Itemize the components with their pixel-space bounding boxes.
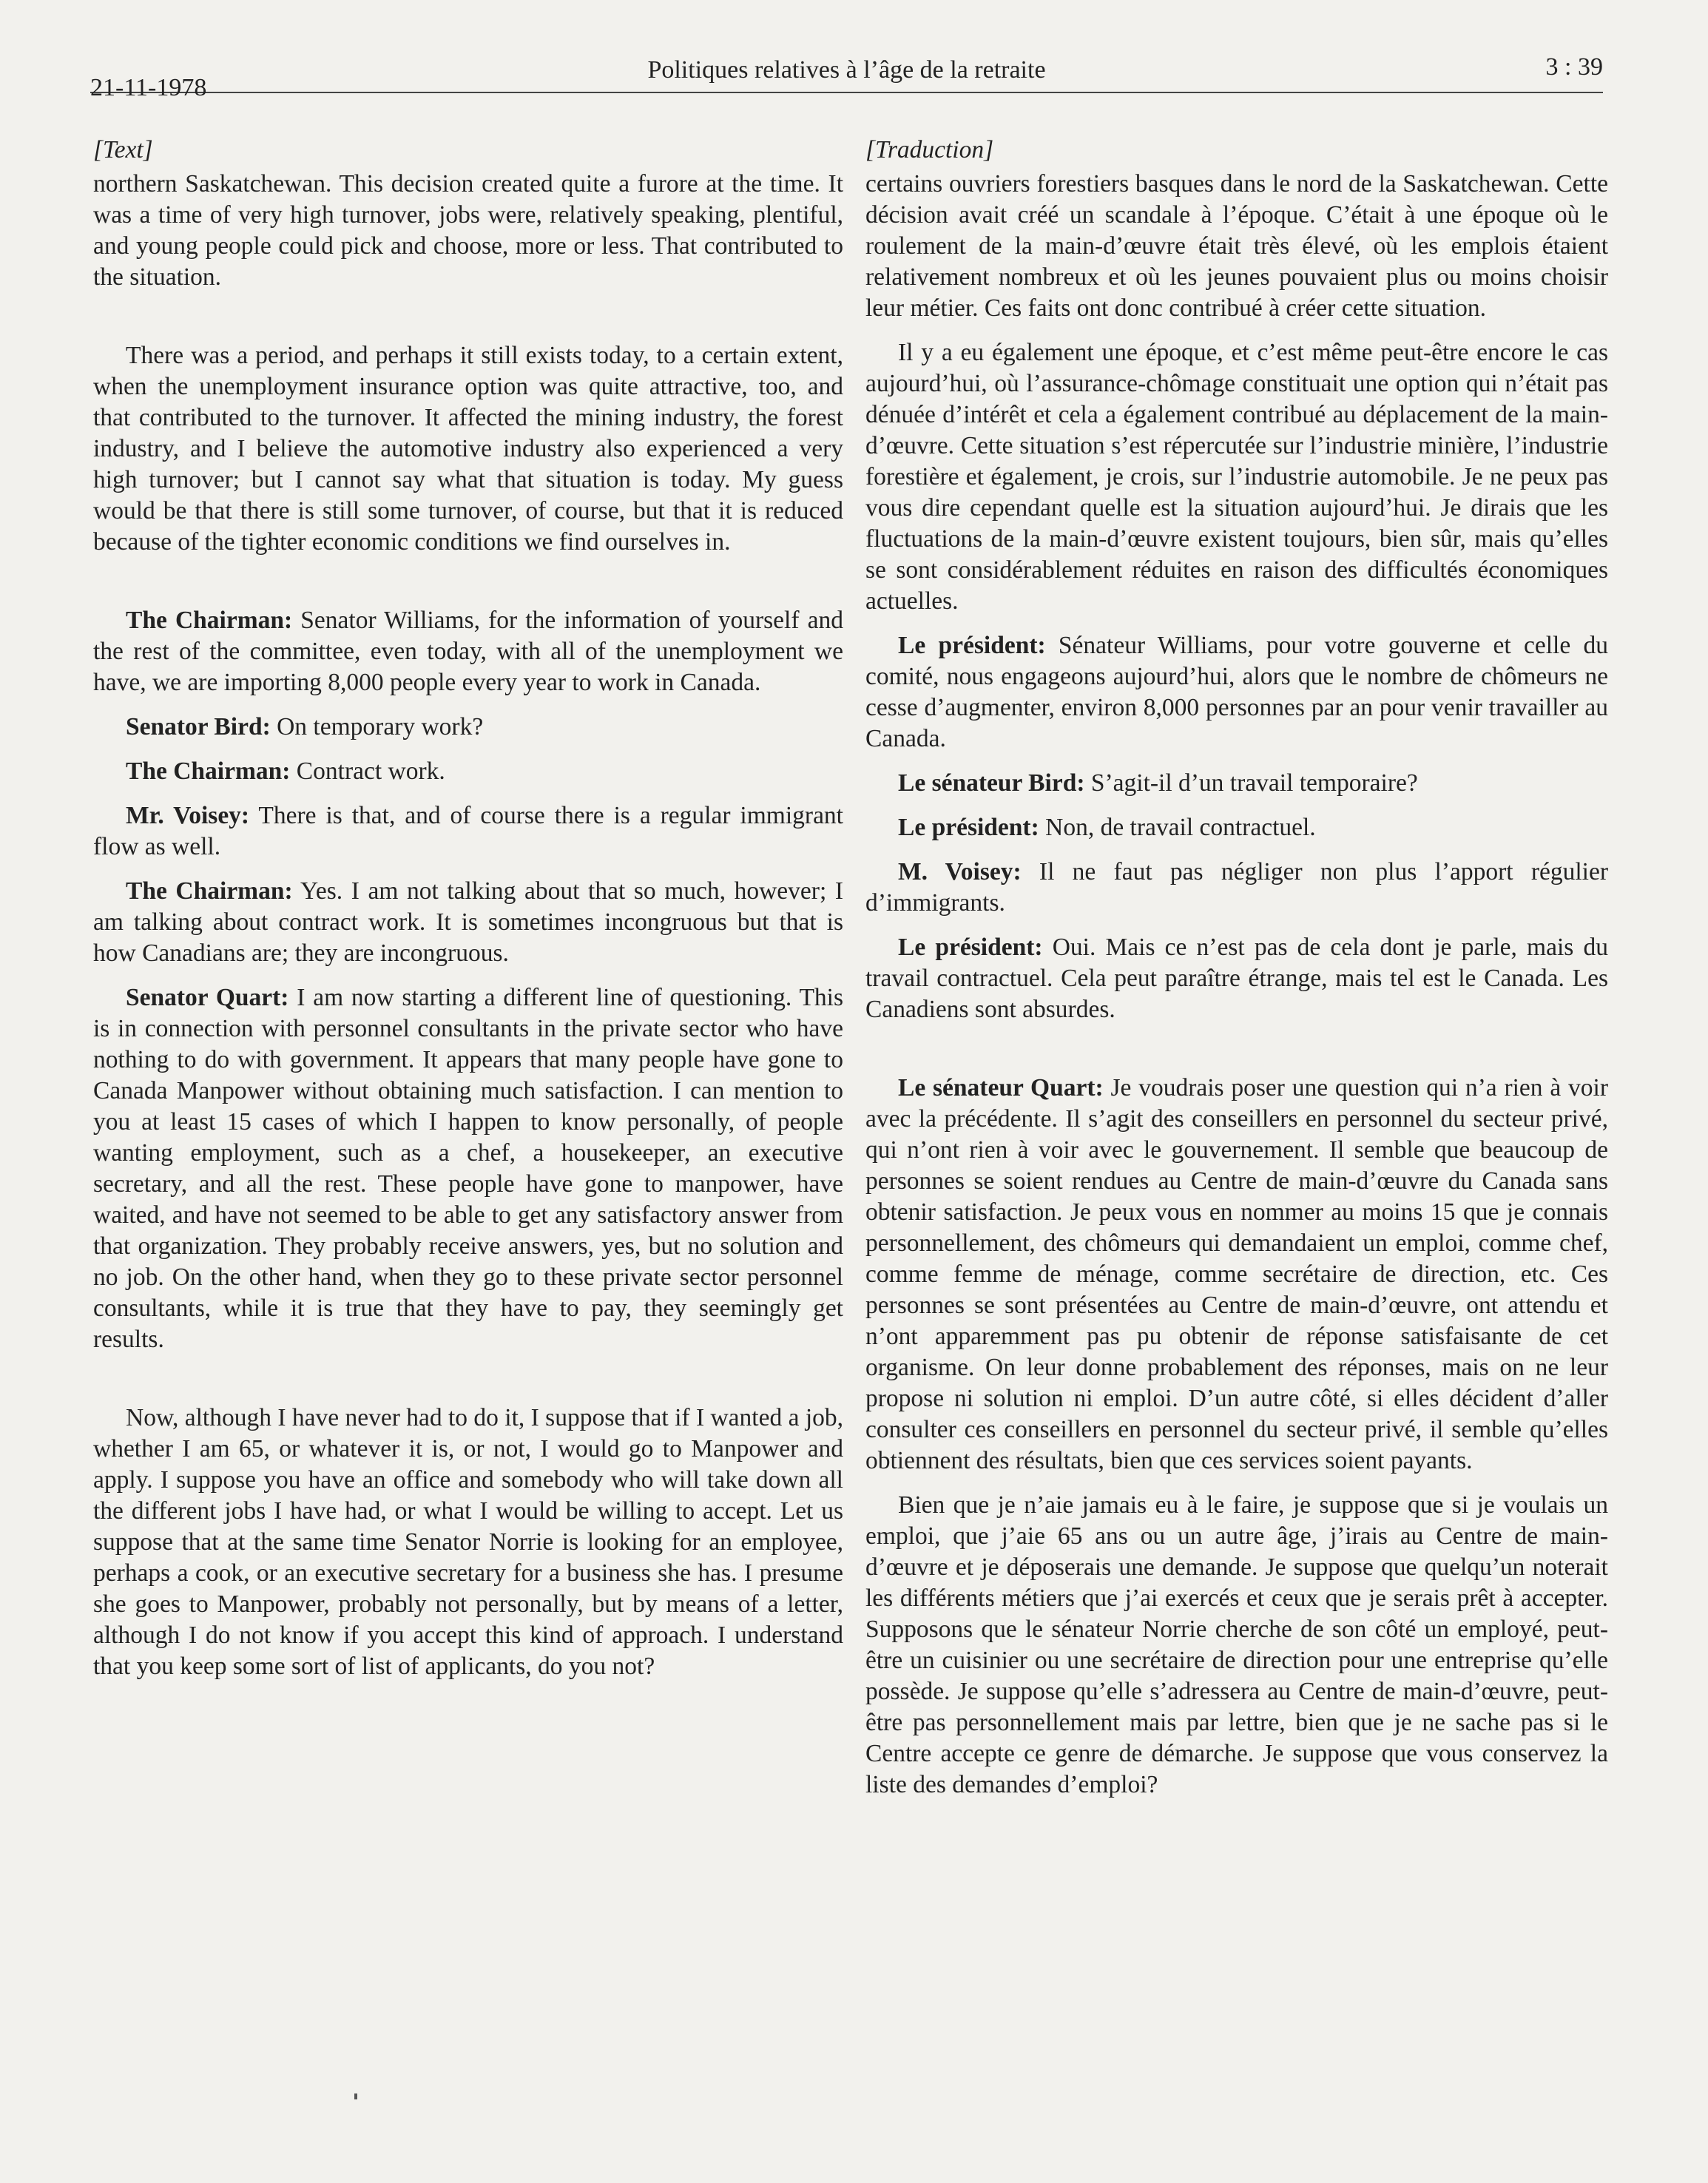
english-column xyxy=(93,135,843,1696)
speech-text: Je voudrais poser une question qui n’a rien à voir avec la précédente. Il s’agit des conseillers en personnel du secteur privé, qui n’ont rien à voir avec le gouvernement. Il semble que beaucoup de personnes se soient rendues au Centre de main-d’œuvre du Canada sans obtenir satisfaction. Je peux vous en nommer au moins 15 que je connais personnellement, des chômeurs qui demandaient un emploi, comme chef, comme femme de ménage, comme secrétaire de direction, etc. Ces personnes se sont présentées au Centre de main-d’œuvre, ont attendu et n’ont apparemment pas pu obtenir de réponse satisfaisante de cet organisme. On leur donne probablement des réponses, mais on ne leur propose ni solution ni emploi. D’un autre côté, si elles décident d’aller consulter ces conseillers en personnel du secteur privé, il semble qu’elles obtiennent des résultats, bien que ces services soient payants. xyxy=(865,1074,1608,1474)
header-page-number: 3 : 39 xyxy=(1545,53,1603,81)
paragraph: northern Saskatchewan. This decision created quite a furore at the time. It was a time of very high turnover, jobs were, relatively speaking, plentiful, and young people could pick and choose, more or less. That contributed to the situation. xyxy=(93,170,843,291)
speech-paragraph xyxy=(93,605,843,698)
speaker-name: Le président: xyxy=(898,934,1043,961)
speaker-name: Le sénateur Bird: xyxy=(898,769,1085,797)
header-title: Politiques relatives à l’âge de la retraite xyxy=(647,56,1046,84)
speech-paragraph xyxy=(93,800,843,863)
speech-text: There is that, and of course there is a regular immigrant flow as well. xyxy=(93,802,843,860)
ink-speck xyxy=(354,2093,357,2099)
speech-text: On temporary work? xyxy=(270,713,484,740)
speaker-name: M. Voisey: xyxy=(898,858,1022,885)
speaker-name: Le président: xyxy=(898,814,1039,841)
speech-text: Contract work. xyxy=(290,758,445,785)
speech-text: Sénateur Williams, pour votre gouverne et celle du comité, nous engageons aujourd’hui, alors que le nombre de chômeurs ne cesse d’augmenter, environ 8,000 personnes par an pour venir travailler au Canada. xyxy=(865,632,1608,752)
speech-paragraph xyxy=(93,982,843,1355)
speaker-name: Mr. Voisey: xyxy=(126,802,250,829)
speaker-name: Le sénateur Quart: xyxy=(898,1074,1104,1101)
header-date: 21-11-1978 xyxy=(90,74,207,101)
paragraph: Bien que je n’aie jamais eu à le faire, je suppose que si je voulais un emploi, que j’aie 65 ans ou un autre âge, j’irais au Centre de main-d’œuvre et je déposerais une demande. Je suppose que quelqu’un noterait les différents métiers que j’ai exercés et ceux que je serais prêt à accepter. Supposons que le sénateur Norrie cherche de son côté un employé, peut-être un cuisinier ou une secrétaire de direction pour une entreprise qu’elle possède. Je suppose qu’elle s’adressera au Centre de main-d’œuvre, peut-être pas personnellement mais par lettre, bien que je ne sache pas si le Centre accepte ce genre de démarche. Je suppose que vous conservez la liste des demandes d’emploi? xyxy=(865,1491,1608,1798)
french-column xyxy=(865,135,1608,1814)
paragraph: Now, although I have never had to do it, I suppose that if I wanted a job, whether I am 65, or whatever it is, or not, I would go to Manpower and apply. I suppose you have an office and somebody who will take down all the different jobs I have had, or what I would be willing to accept. Let us suppose that at the same time Senator Norrie is looking for an employee, perhaps a cook, or an executive secretary for a business she has. I presume she goes to Manpower, probably not personally, but by means of a letter, although I do not know if you accept this kind of approach. I understand that you keep some sort of list of applicants, do you not? xyxy=(93,1404,844,1680)
speech-text: S’agit-il d’un travail temporaire? xyxy=(1084,769,1418,797)
speech-paragraph xyxy=(93,756,843,787)
speaker-name: The Chairman: xyxy=(126,607,293,634)
paragraph: Il y a eu également une époque, et c’est même peut-être encore le cas aujourd’hui, où l’assurance-chômage constituait une option qui n’était pas dénuée d’intérêt et cela a également contribué au déplacement de la main-d’œuvre. Cette situation s’est répercutée sur l’industrie minière, l’industrie forestière et également, je crois, sur l’industrie automobile. Je ne peux pas vous dire cependant quelle est la situation aujourd’hui. Je dirais que les fluctuations de la main-d’œuvre existent toujours, bien sûr, mais qu’elles se sont considérablement réduites en raison des difficultés économiques actuelles. xyxy=(865,339,1608,615)
speech-paragraph xyxy=(865,630,1608,755)
speech-paragraph xyxy=(93,876,843,969)
speech-paragraph xyxy=(865,857,1608,919)
speech-text: Senator Williams, for the information of yourself and the rest of the committee, even today, with all of the unemployment we have, we are importing 8,000 people every year to work in Canada. xyxy=(93,607,843,696)
speech-text: Yes. I am not talking about that so much, however; I am talking about contract work. It is sometimes incongruous but that is how Canadians are; they are incongruous. xyxy=(93,877,843,967)
speech-paragraph xyxy=(865,932,1608,1025)
speaker-name: Senator Quart: xyxy=(126,984,289,1011)
speech-text: Il ne faut pas négliger non plus l’apport régulier d’immigrants. xyxy=(865,858,1608,917)
speech-paragraph xyxy=(93,712,843,743)
page-header xyxy=(90,53,1603,101)
paragraph: There was a period, and perhaps it still exists today, to a certain extent, when the unemployment insurance option was quite attractive, too, and that contributed to the turnover. It affected the mining industry, the forest industry, and I believe the automotive industry also experienced a very high turnover; but I cannot say what that situation is today. My guess would be that there is still some turnover, of course, but that it is reduced because of the tighter economic conditions we find ourselves in. xyxy=(93,342,843,556)
paragraph: certains ouvriers forestiers basques dans le nord de la Saskatchewan. Cette décision avait créé un scandale à l’époque. C’était à une époque où le roulement de la main-d’œuvre était très élevé, où les emplois étaient relativement nombreux et où les jeunes pouvaient plus ou moins choisir leur métier. Ces faits ont donc contribué à créer cette situation. xyxy=(865,170,1608,322)
language-tag: [Traduction] xyxy=(865,136,994,163)
speech-paragraph xyxy=(865,812,1608,843)
speech-paragraph xyxy=(865,1073,1608,1477)
speaker-name: The Chairman: xyxy=(126,758,291,785)
speech-text: Oui. Mais ce n’est pas de cela dont je parle, mais du travail contractuel. Cela peut paraître étrange, mais tel est le Canada. Les Canadiens sont absurdes. xyxy=(865,934,1608,1023)
speech-text: Non, de travail contractuel. xyxy=(1039,814,1316,841)
speaker-name: Le président: xyxy=(898,632,1046,659)
speaker-name: The Chairman: xyxy=(126,877,293,905)
speech-text: I am now starting a different line of questioning. This is in connection with personnel consultants in the private sector who have nothing to do with government. It appears that many people have gone to Canada Manpower without obtaining much satisfaction. I can mention to you at least 15 cases of which I happen to know personally, of people wanting employment, such as a chef, a housekeeper, an executive secretary, and all the rest. These people have gone to manpower, have waited, and have not seemed to be able to get any satisfactory answer from that organization. They probably receive answers, yes, but no solution and no job. On the other hand, when they go to these private sector personnel consultants, while it is true that they have to pay, they seemingly get results. xyxy=(93,984,844,1353)
speaker-name: Senator Bird: xyxy=(126,713,271,740)
language-tag: [Text] xyxy=(93,136,153,163)
speech-paragraph xyxy=(865,768,1608,799)
